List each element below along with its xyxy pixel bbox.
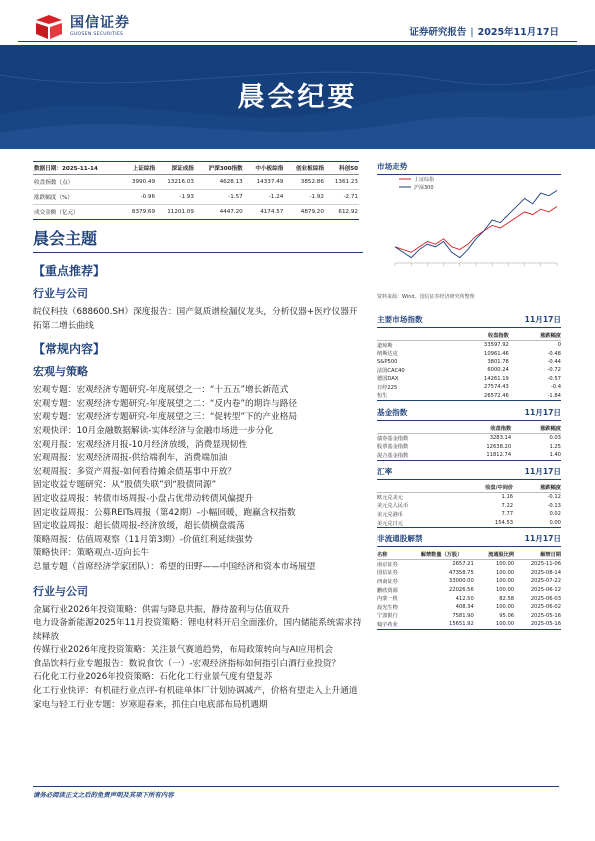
table-cell: 4447.20 [195,205,244,220]
table-row [33,205,359,220]
table-cell: 13216.03 [156,175,195,190]
list-item[interactable]: 固定收益专题研究：从“股债失联”到“股债同源” [33,480,217,491]
fund-index-table [377,424,561,461]
table-cell: 47358.75 [449,569,474,576]
logo [34,14,130,40]
table-row [377,443,561,452]
table-row [377,350,561,359]
list-item[interactable]: 宏观专题：宏观经济专题研究-年度展望之二：“反内卷”的期许与路径 [33,398,298,409]
table-row [377,383,561,392]
table-cell: 412.50 [455,595,474,602]
table-cell: 2025-05-16 [514,620,561,629]
table-cell: 2025-06-03 [530,595,561,602]
table-cell: 612.92 [325,205,359,220]
unlock-heading [377,533,561,547]
header-divider [18,41,577,42]
table-header-cell: 收盘指数 [447,331,509,341]
logo-name: 国信证券 [70,15,130,31]
fund-index-title: 基金指数 [377,408,408,417]
table-cell: 0 [557,342,561,349]
report-type: 证券研究报告 [409,27,467,38]
table-cell: S&P500 [377,358,398,365]
table-cell: 2657.21 [452,561,474,568]
main-index-title: 主要市场指数 [377,315,423,324]
main-index-section [377,314,561,401]
list-item[interactable]: 电力设备新能源2025年11月投资策略：锂电材料开启全面涨价，国内储能系统需求持续释放 [33,618,362,642]
table-cell: 4879.20 [284,205,325,220]
table-cell: 100.00 [495,587,515,594]
list-item[interactable]: 固定收益周报：超长债周报-经济放缓，超长债横盘震荡 [33,521,245,532]
table-cell: 混合基金指数 [377,451,452,460]
table-cell: -1.57 [195,190,244,205]
table-row [377,341,561,350]
table-header-row [377,483,561,493]
table-header-cell: 名称 [377,550,409,560]
list-item[interactable]: 化工行业快评：有机硅行业点评-有机硅单体厂计划协调减产，价格有望走入上升通道 [33,686,358,697]
table-header-row [33,162,359,175]
industry-company-heading: 行业与公司 [33,584,88,598]
table-cell: 纳斯达克 [377,351,398,358]
logo-english: GUOSEN SECURITIES [70,32,124,37]
table-header-cell: 涨跌幅度 [509,331,561,341]
list-item[interactable]: 食品饮料行业专题报告：数说食饮（一）-宏观经济指标如何指引白酒行业投资？ [33,658,341,669]
table-cell: 12638.20 [486,443,512,450]
table-cell: 7.77 [501,511,514,518]
table-cell: 恒生 [377,392,447,401]
table-cell: 33000.00 [449,578,474,585]
footer-disclaimer: 请务必阅读正文之后的免责声明及其项下所有内容 [33,786,559,799]
table-header-cell [377,424,452,434]
table-cell: 27574.43 [484,384,509,391]
fx-heading [377,466,561,480]
table-cell: 0.02 [549,511,561,518]
table-cell: 1361.23 [325,175,359,190]
report-date: 2025年11月17日 [477,27,559,38]
industry-list [33,604,363,713]
table-cell: 2025-08-14 [530,569,561,576]
table-row [377,620,561,629]
table-cell: -0.57 [547,375,561,382]
table-header-cell: 创业板综指 [284,162,325,175]
table-cell: 鹏欣资源 [377,587,398,594]
table-cell: 2025-06-02 [530,604,561,611]
table-cell: 22026.56 [449,587,474,594]
table-cell: 成交金额（亿元） [33,205,122,220]
table-cell: 宁波银行 [377,613,398,620]
table-row [377,502,561,511]
table-row [377,519,561,528]
table-cell: 2025-07-22 [530,578,561,585]
list-item[interactable]: 宏观周报：宏观经济周报-供给端刹车，消费端加油 [33,453,228,464]
table-cell: -0.12 [547,494,561,501]
list-item[interactable]: 宏观快评：10月金融数据解读-实体经济与金融市场进一步分化 [33,425,274,436]
table-header-cell: 上证综指 [122,162,156,175]
market-trend-title: 市场走势 [377,162,408,171]
table-cell: 2025-06-12 [530,587,561,594]
table-cell: 14261.19 [484,375,509,382]
table-cell: 33597.92 [484,342,509,349]
table-header-cell: 收盘指数 [452,424,511,434]
list-item[interactable]: 石化化工行业2026年投资策略：石化化工行业景气度有望复苏 [33,672,273,683]
table-cell: -0.4 [550,384,561,391]
table-header-cell: 沪深300指数 [195,162,244,175]
table-cell: 2025-05-16 [530,612,561,619]
macro-heading: 宏观与策略 [33,365,88,379]
industry-heading: 行业与公司 [33,287,88,300]
table-header-cell: 涨跌幅度 [513,483,561,493]
table-row [377,612,561,621]
list-item[interactable]: 金属行业2026年投资策略：供需与降息共振，静待盈利与估值双升 [33,604,290,615]
table-header-cell: 解禁日期 [514,550,561,560]
guosen-logo-icon [34,14,64,40]
series-line-1 [395,190,557,257]
table-cell: 内蒙一机 [377,596,398,603]
table-cell: 国信证券 [377,570,398,577]
table-cell: 408.34 [455,604,474,611]
list-item[interactable]: 总量专题（首席经济学家团队）：希望的田野——中国经济和资本市场展望 [33,561,316,572]
table-cell: 欧元兑美元 [377,494,403,501]
fund-index-section [377,407,561,461]
table-cell: 3852.86 [284,175,325,190]
table-header-row [377,424,561,434]
table-cell: 3283.14 [489,435,512,442]
table-cell: -0.72 [547,367,561,374]
table-cell: 股票基金指数 [377,444,409,451]
table-row [377,493,561,502]
table-cell: 11201.09 [156,205,195,220]
table-cell: 4174.57 [244,205,285,220]
key-recommendation-link[interactable]: 皖仪科技（688600.SH）深度报告：国产氦质谱检漏仪龙头，分析仪器+医疗仪器开拓第二增长曲线 [33,307,358,331]
header-separator: | [470,27,474,38]
table-cell: -1.24 [244,190,285,205]
market-summary-table [33,161,359,220]
table-row [377,586,561,595]
table-cell: -1.93 [156,190,195,205]
table-cell: 100.00 [495,604,515,611]
unlock-table [377,550,561,630]
table-cell: 日经225 [377,384,398,391]
table-cell: 154.53 [449,519,513,528]
table-row [377,510,561,519]
table-header-cell: 收盘/中间价 [449,483,513,493]
table-header-cell: 流通股比例 [474,550,514,560]
unlock-section [377,533,561,630]
table-row [377,569,561,578]
list-item[interactable]: 家电与轻工行业专题：岁寒迎春来，抓住白电底部布局机遇期 [33,699,268,710]
market-trend-chart [377,171,561,281]
table-cell: 3801.78 [487,358,509,365]
table-cell: 15651.92 [409,620,474,629]
table-row [377,358,561,366]
table-header-cell [377,331,447,341]
table-row [377,451,561,460]
table-cell: 8379.69 [122,205,156,220]
series-line-0 [395,207,557,253]
table-cell: 1.25 [549,443,561,450]
table-cell: 债券基金指数 [377,435,409,442]
table-cell: 收盘指数（点） [33,175,122,190]
table-row [377,374,561,383]
list-item[interactable]: 宏观专题：宏观经济专题研究-年度展望之一：“十五五”增长新范式 [33,385,289,396]
table-cell: 1.40 [511,451,561,460]
table-header-cell: 涨跌幅度 [511,424,561,434]
list-item[interactable]: 策略快评：策略观点-迈向长牛 [33,548,150,559]
table-cell: 翰宇药业 [377,620,409,629]
table-row [33,175,359,190]
table-cell: 德国DAX [377,376,399,383]
table-cell: 南京证券 [377,561,398,568]
fx-title: 汇率 [377,467,393,476]
table-cell: -0.48 [547,350,561,357]
list-item[interactable]: 固定收益周报：转债市场周报-小盘占优带动转债风偏提升 [33,493,254,504]
main-index-table [377,331,561,401]
table-row [377,603,561,612]
table-cell: 26572.46 [447,392,509,401]
table-header-row [377,550,561,560]
table-cell: 100.00 [495,569,515,576]
table-cell: 西南证券 [377,578,398,585]
legend-label: 沪深300 [414,185,434,191]
list-item[interactable]: 宏观专题：宏观经济专题研究-年度展望之三：“促转型”下的产业格局 [33,412,298,423]
table-row [377,366,561,375]
fund-index-date: 11月17日 [524,408,561,417]
list-item[interactable]: 宏观周报：多资产周报-如何看待摊余债基事中开放？ [33,466,236,477]
chart-source-note: 资料来源：Wind、国信证券经济研究所整理 [377,294,475,300]
main-index-heading [377,314,561,328]
list-item[interactable]: 传媒行业2026年度投资策略：关注景气赛道趋势，布局政策转向与AI应用机会 [33,645,333,656]
list-item[interactable]: 宏观月报：宏观经济月报-10月经济放缓，消费显现韧性 [33,439,248,450]
table-cell: 道琼斯 [377,342,393,349]
main-column [33,226,363,712]
table-cell: -1.92 [284,190,325,205]
unlock-title: 非流通股解禁 [377,534,423,543]
fund-index-heading [377,407,561,421]
table-cell: 100.00 [474,620,514,629]
table-cell: 82.58 [499,595,515,602]
table-cell: -0.13 [547,502,561,509]
table-cell: 0.00 [513,519,561,528]
main-index-date: 11月17日 [524,315,561,324]
table-header-cell [377,483,449,493]
table-cell: 1.16 [501,494,514,501]
table-cell: 100.00 [495,578,515,585]
table-cell: 95.06 [499,612,515,619]
table-cell: 涨跌幅度（%） [33,190,122,205]
key-recommendation-heading: 【重点推荐】 [33,264,106,278]
table-cell: -0.96 [122,190,156,205]
table-cell: 美元兑港币 [377,511,403,518]
list-item[interactable]: 固定收益周报：公募REITs周报（第42期）-小幅回暖，跑赢含权指数 [33,507,296,518]
table-cell: 晨光生物 [377,604,398,611]
title-banner [0,45,595,149]
table-cell: 7581.90 [452,612,474,619]
table-cell: -2.71 [325,190,359,205]
table-cell: 6000.24 [487,367,509,374]
table-cell: 100.00 [495,561,515,568]
table-cell: 4628.13 [195,175,244,190]
regular-content-heading: 【常规内容】 [33,342,106,357]
table-cell: 14337.49 [244,175,285,190]
table-cell: 2025-11-06 [530,561,561,568]
table-row [377,560,561,569]
fx-date: 11月17日 [524,467,561,476]
table-cell: 7.22 [501,502,514,509]
fx-section [377,466,561,528]
unlock-date: 11月17日 [524,534,561,543]
table-row [377,594,561,603]
table-cell: 美元兑日元 [377,519,449,528]
table-row [33,190,359,205]
table-cell: 10961.46 [484,350,509,357]
table-cell: 法国CAC40 [377,367,405,374]
header-meta [409,24,559,38]
table-cell: -0.44 [547,358,561,365]
macro-list [33,384,363,574]
table-header-cell: 科创50 [325,162,359,175]
table-header-cell: 数据日期：2025-11-14 [33,162,122,175]
table-cell: 0.03 [549,435,561,442]
table-row [377,434,561,443]
table-cell: 美元兑人民币 [377,503,409,510]
table-header-cell: 解禁数量（万股） [409,550,474,560]
table-cell: 11812.74 [452,451,511,460]
page-title: 晨会纪要 [237,82,358,113]
table-cell: -1.84 [509,392,561,401]
table-row [377,392,561,401]
list-item[interactable]: 策略周报：估值周观察（11月第3期）-价值红利延续强势 [33,534,253,545]
section-title: 晨会主题 [33,226,363,253]
table-header-cell: 中小板综指 [244,162,285,175]
table-cell: 3990.49 [122,175,156,190]
fx-table [377,483,561,528]
legend-label: 上证综指 [414,177,435,183]
table-row [377,577,561,586]
table-header-cell: 深证成指 [156,162,195,175]
table-header-row [377,331,561,341]
